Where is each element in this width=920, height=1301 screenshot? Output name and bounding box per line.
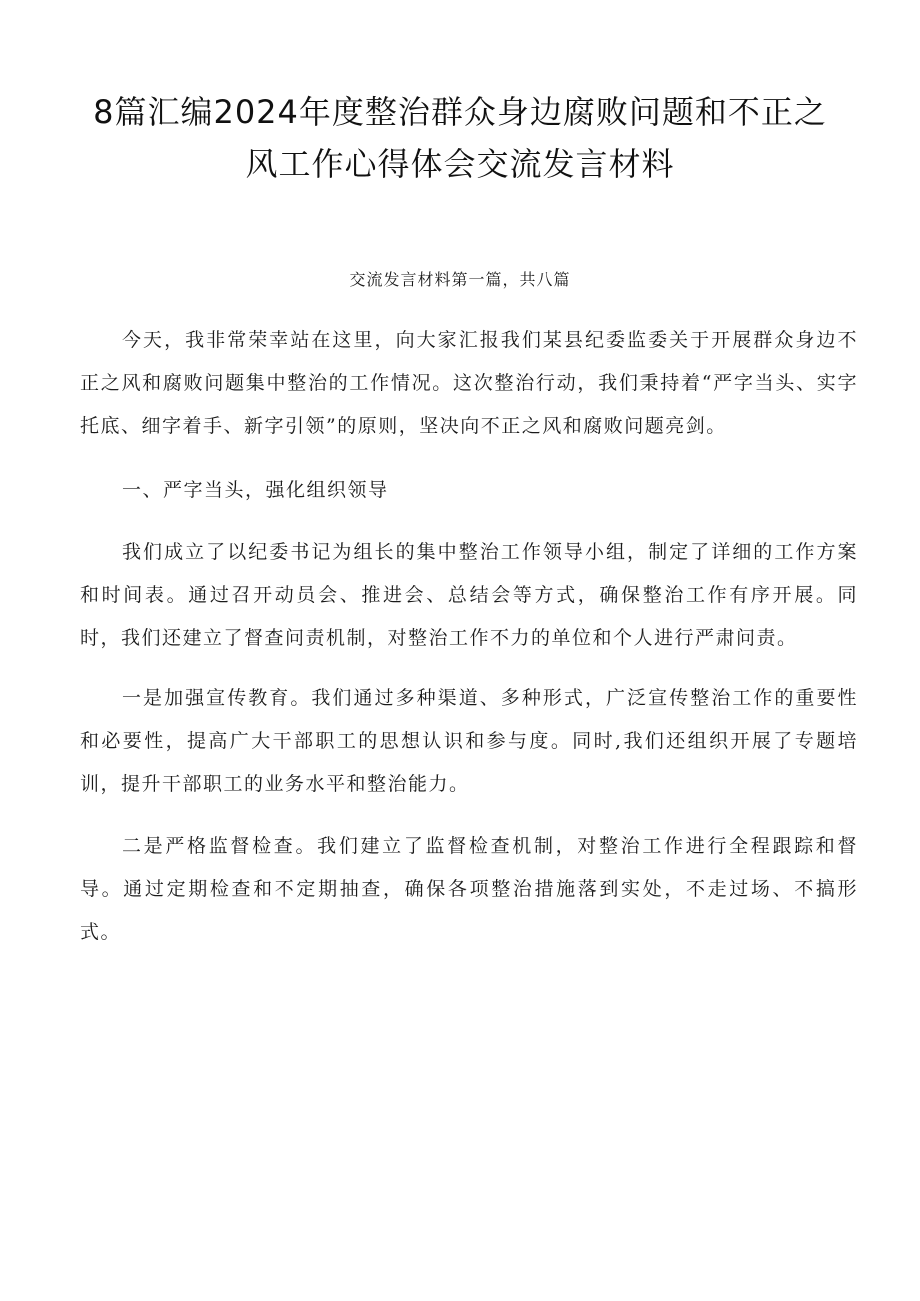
section1-paragraph-1: 我们成立了以纪委书记为组长的集中整治工作领导小组，制定了详细的工作方案和时间表。通过召开动员会、推进会、总结会等方式，确保整治工作有序开展。同时，我们还建立了督查问责机制，对整治工作不力的单位和个人进行严肃问责。 (80, 541, 858, 649)
document-subtitle: 交流发言材料第一篇，共八篇 (349, 270, 571, 289)
section1-paragraph-3: 二是严格监督检查。我们建立了监督检查机制，对整治工作进行全程跟踪和督导。通过定期检查和不定期抽查，确保各项整治措施落到实处，不走过场、不搞形式。 (80, 835, 858, 943)
title-line-2: 风工作心得体会交流发言材料 (245, 145, 675, 183)
section1-paragraph-2: 一是加强宣传教育。我们通过多种渠道、多种形式，广泛宣传整治工作的重要性和必要性，提高广大干部职工的思想认识和参与度。同时,我们还组织开展了专题培训，提升干部职工的业务水平和整治能力。 (80, 687, 858, 795)
document-title (80, 86, 840, 190)
section-heading-1: 一、严字当头，强化组织领导 (122, 479, 389, 501)
title-line-1: 8篇汇编2024年度整治群众身边腐败问题和不正之 (93, 93, 827, 131)
intro-paragraph: 今天，我非常荣幸站在这里，向大家汇报我们某县纪委监委关于开展群众身边不正之风和腐败问题集中整治的工作情况。这次整治行动，我们秉持着“严字当头、实字托底、细字着手、新字引领”的原则，坚决向不正之风和腐败问题亮剑。 (80, 329, 858, 437)
